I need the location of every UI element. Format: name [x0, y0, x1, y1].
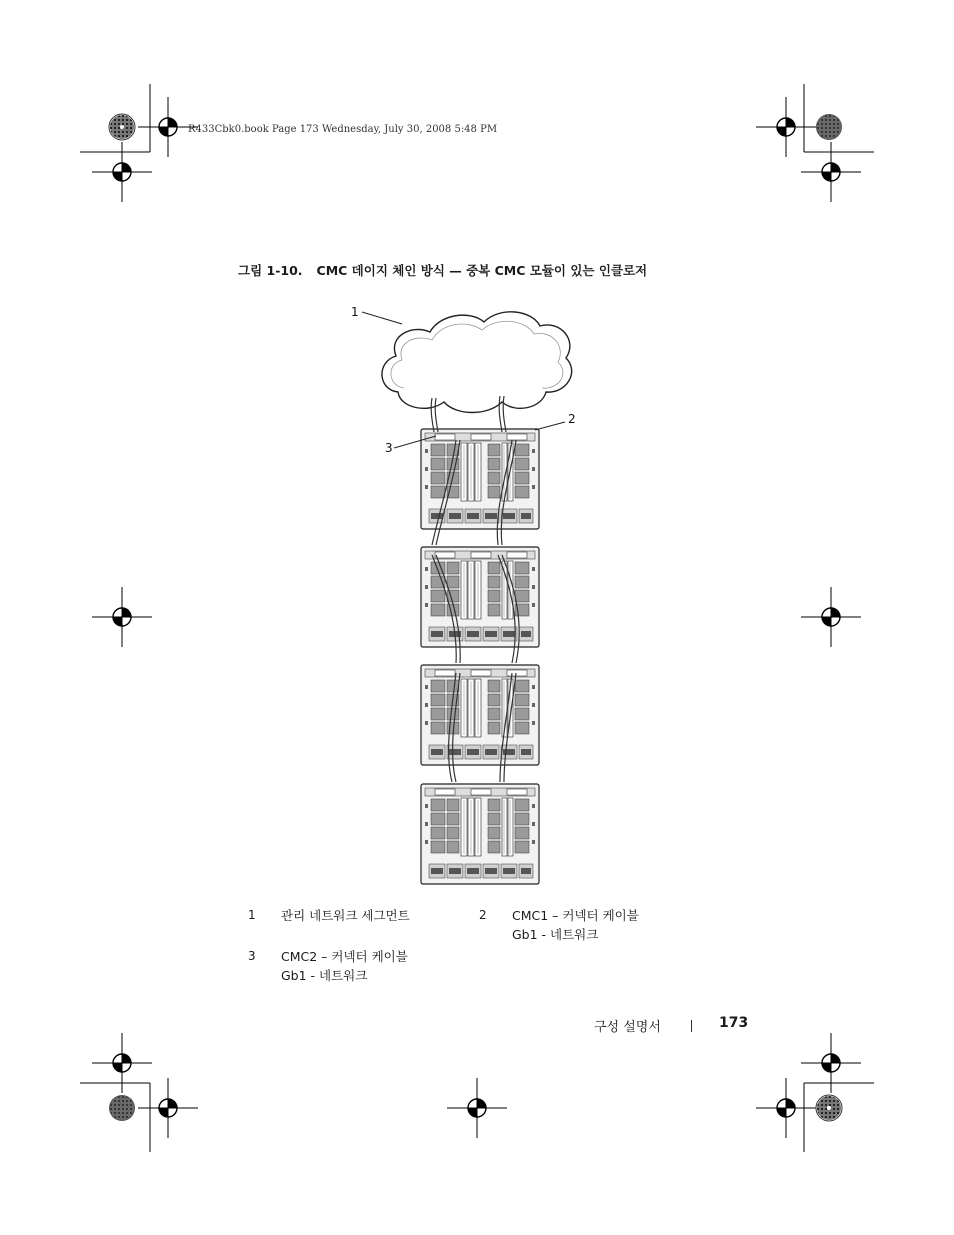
registration-mark-icon [138, 1078, 198, 1138]
blade-enclosure-icon [421, 784, 539, 884]
registration-mark-icon [801, 587, 861, 647]
print-header: R433Cbk0.book Page 173 Wednesday, July 30, 2008 5:48 PM [188, 124, 498, 135]
legend-line: Gb1 - 네트워크 [281, 968, 368, 983]
registration-mark-icon [801, 1033, 861, 1093]
callout-2: 2 [568, 412, 576, 426]
figure-number: 그림 1-10. [238, 263, 303, 278]
registration-mark-icon [756, 97, 816, 157]
legend-line: 관리 네트워크 세그먼트 [281, 908, 410, 923]
legend-number: 2 [479, 908, 487, 922]
legend-line: CMC2 – 커넥터 케이블 [281, 949, 408, 964]
footer-section-title: 구성 설명서 [594, 1020, 661, 1035]
starburst-icon [816, 1095, 842, 1121]
legend-line: CMC1 – 커넥터 케이블 [512, 908, 639, 923]
registration-mark-icon [92, 1033, 152, 1093]
callout-1: 1 [351, 305, 359, 319]
page-number: 173 [719, 1015, 749, 1031]
legend-number: 3 [248, 949, 256, 963]
registration-mark-icon [801, 142, 861, 202]
legend-number: 1 [248, 908, 256, 922]
footer-divider [691, 1020, 692, 1032]
registration-mark-icon [92, 142, 152, 202]
legend-line: Gb1 - 네트워크 [512, 927, 599, 942]
color-bar-icon [816, 114, 842, 140]
registration-mark-icon [92, 587, 152, 647]
figure-title: CMC 데이지 체인 방식 — 중복 CMC 모듈이 있는 인클로저 [316, 263, 648, 278]
blade-enclosure-icon [421, 429, 539, 529]
legend-item-3 [281, 947, 408, 985]
blade-enclosure-icon [421, 665, 539, 765]
starburst-icon [109, 114, 135, 140]
callout-3: 3 [385, 441, 393, 455]
registration-mark-icon [756, 1078, 816, 1138]
legend-item-1 [281, 906, 410, 925]
registration-mark-icon [138, 97, 198, 157]
registration-mark-icon [447, 1078, 507, 1138]
legend-item-2 [512, 906, 639, 944]
color-bar-icon [109, 1095, 135, 1121]
